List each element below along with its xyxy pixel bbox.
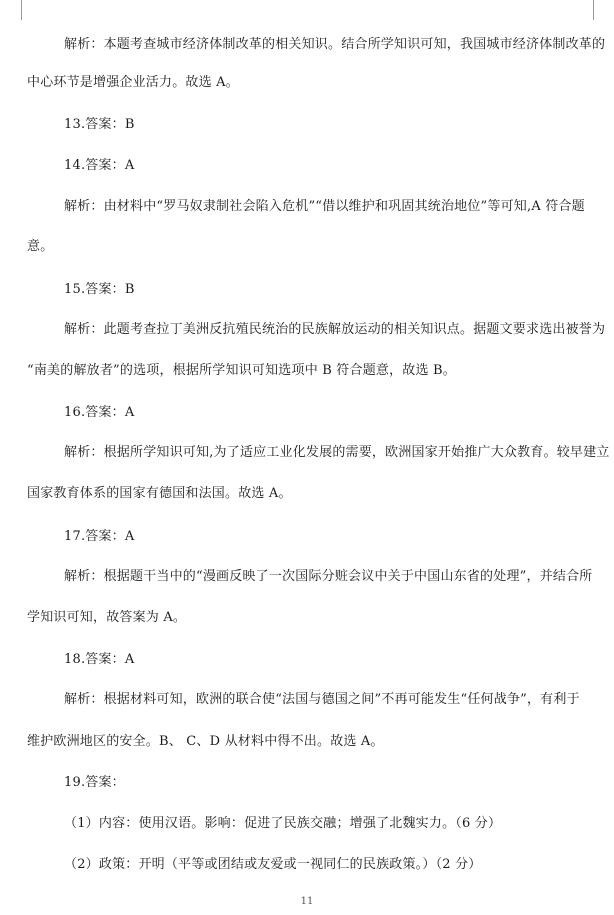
analysis-12-line-2: 中心环节是增强企业活力。故选 A。 <box>27 75 239 90</box>
crop-mark-right <box>593 0 594 20</box>
answer-18: 18.答案：A <box>64 652 135 667</box>
answer-19: 19.答案： <box>64 775 125 790</box>
answer-13: 13.答案：B <box>64 117 135 132</box>
analysis-17-line-1: 解析：根据题干当中的“漫画反映了一次国际分赃会议中关于中国山东省的处理”，并结合所 <box>64 569 593 584</box>
analysis-14-line-1: 解析：由材料中“罗马奴隶制社会陷入危机”“借以维护和巩固其统治地位”等可知,A 符合题 <box>64 199 585 214</box>
page-number: 11 <box>300 896 314 907</box>
answer-15: 15.答案：B <box>64 282 135 297</box>
analysis-18-line-1: 解析：根据材料可知，欧洲的联合使“法国与德国之间”不再可能发生“任何战争”，有利于 <box>64 692 580 707</box>
analysis-17-line-2: 学知识可知，故答案为 A。 <box>27 610 187 625</box>
analysis-15-line-1: 解析：此题考查拉丁美洲反抗殖民统治的民族解放运动的相关知识点。据题文要求选出被誉为 <box>64 322 606 337</box>
answer-16: 16.答案：A <box>64 405 135 420</box>
analysis-15-line-2: “南美的解放者”的选项，根据所学知识可知选项中 B 符合题意，故选 B。 <box>27 363 456 378</box>
analysis-16-line-1: 解析：根据所学知识可知,为了适应工业化发展的需要，欧洲国家开始推广大众教育。较早建立 <box>64 445 610 460</box>
answer-14: 14.答案：A <box>64 158 135 173</box>
analysis-18-line-2: 维护欧洲地区的安全。B、 C、D 从材料中得不出。故选 A。 <box>27 734 384 749</box>
analysis-16-line-2: 国家教育体系的国家有德国和法国。故选 A。 <box>27 486 292 501</box>
analysis-14-line-2: 意。 <box>27 239 54 254</box>
answer-19-part-2: （2）政策：开明（平等或团结或友爱或一视同仁的民族政策。）（2 分） <box>64 857 482 872</box>
crop-mark-left <box>21 0 22 20</box>
answer-17: 17.答案：A <box>64 529 135 544</box>
analysis-12-line-1: 解析：本题考查城市经济体制改革的相关知识。结合所学知识可知，我国城市经济体制改革的 <box>64 37 606 52</box>
answer-19-part-1: （1）内容：使用汉语。影响：促进了民族交融；增强了北魏实力。（6 分） <box>64 816 502 831</box>
